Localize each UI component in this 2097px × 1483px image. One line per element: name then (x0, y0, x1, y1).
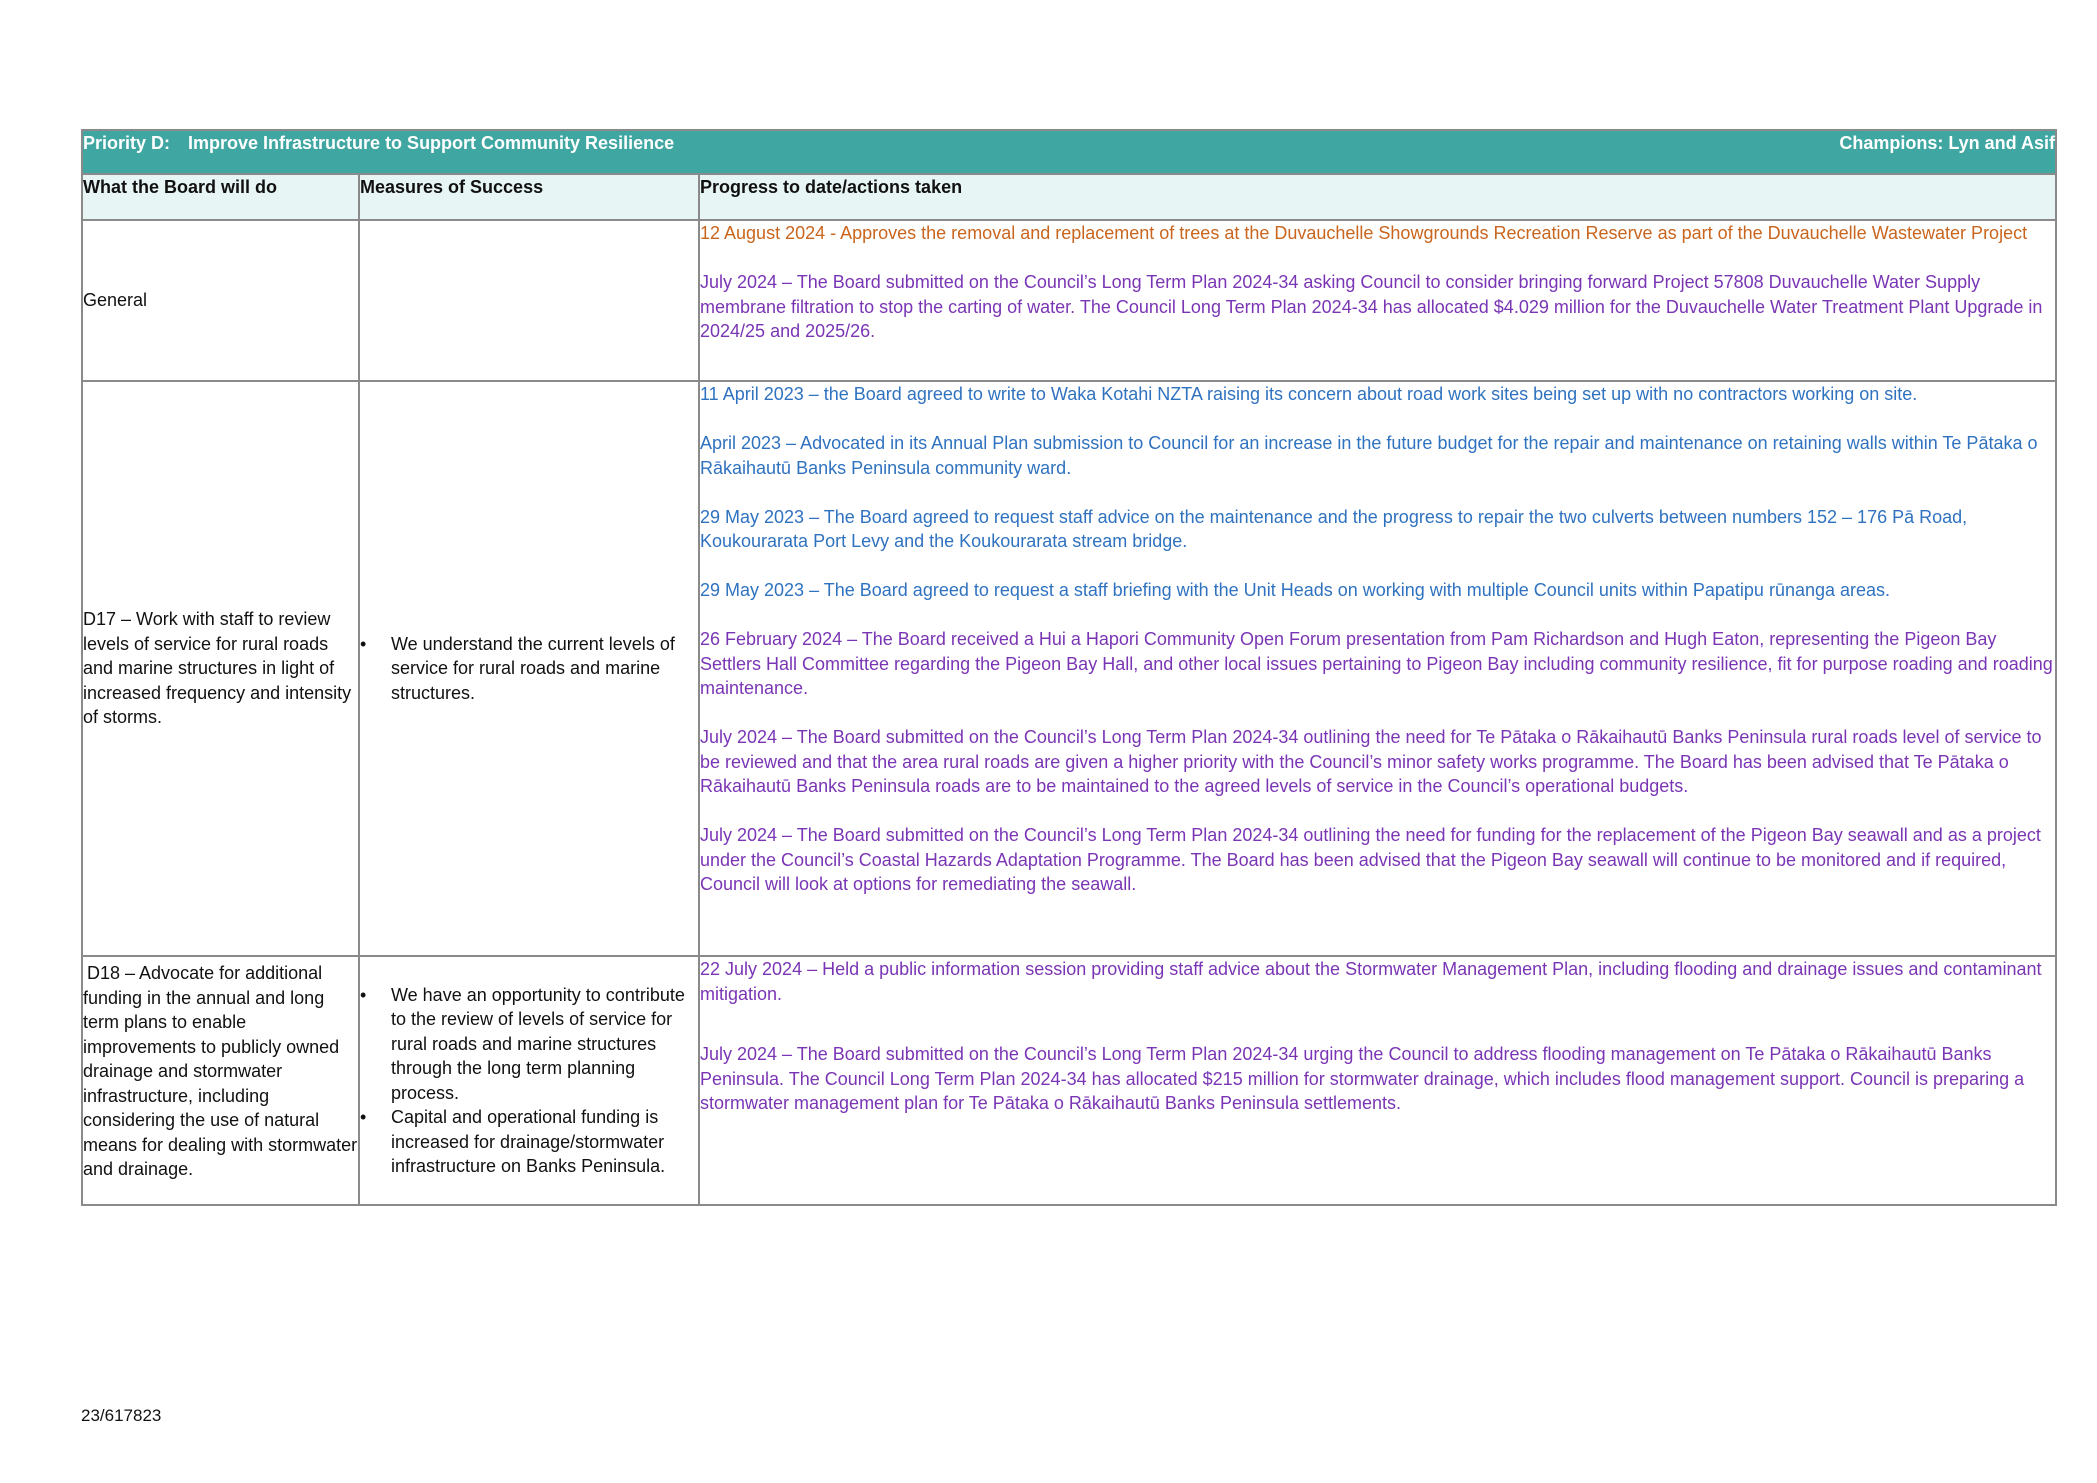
progress-entry: 11 April 2023 – the Board agreed to write to Waka Kotahi NZTA raising its concern about road work sites being set up with no contractors working on site. (700, 384, 1918, 404)
progress-cell (699, 220, 2056, 381)
champions-label: Champions: Lyn and Asif (1839, 133, 2056, 153)
table-row-d17 (82, 381, 2056, 956)
measures-cell (359, 220, 699, 381)
priority-title: Improve Infrastructure to Support Community Resilience (188, 133, 675, 153)
progress-cell (699, 956, 2056, 1205)
column-header-progress: Progress to date/actions taken (699, 174, 2056, 220)
what-text: General (83, 290, 148, 311)
measure-item: • We have an opportunity to contribute to the review of levels of service for rural roads and marine structures through the long term planning process. (391, 983, 698, 1106)
what-text: D17 – Work with staff to review levels of service for rural roads and marine structures in light of increased frequency and intensity of storms. (83, 609, 352, 728)
table-row-d18 (82, 956, 2056, 1205)
priority-title-row (82, 130, 2056, 174)
measures-list (360, 632, 698, 706)
progress-cell (699, 381, 2056, 956)
measures-cell (359, 956, 699, 1205)
priority-title-cell (82, 130, 2056, 174)
what-cell (82, 220, 359, 381)
progress-entry: 26 February 2024 – The Board received a Hui a Hapori Community Open Forum presentation from Pam Richardson and Hugh Eaton, representing the Pigeon Bay Settlers Hall Committee regarding the Pigeon Bay Hall, and other local issues pertaining to Pigeon Bay including community resilience, fit for purpose roading and roading maintenance. (700, 629, 2053, 698)
what-cell (82, 381, 359, 956)
what-text: D18 – Advocate for additional funding in the annual and long term plans to enable improvements to publicly owned drainage and stormwater infrastructure, including considering the use of natural means for dealing with stormwater and drainage. (83, 963, 358, 1179)
priority-label: Priority D: (83, 133, 171, 153)
progress-entry: July 2024 – The Board submitted on the Council’s Long Term Plan 2024-34 urging the Council to address flooding management on Te Pātaka o Rākaihautū Banks Peninsula. The Council Long Term Plan 2024-34 has allocated $215 million for stormwater drainage, which includes flood management support. Council is preparing a stormwater management plan for Te Pātaka o Rākaihautū Banks Peninsula settlements. (700, 1044, 2025, 1113)
table-row-general (82, 220, 2056, 381)
progress-entry: 12 August 2024 - Approves the removal and replacement of trees at the Duvauchelle Showgrounds Recreation Reserve as part of the Duvauchelle Wastewater Project (700, 223, 2028, 243)
progress-entry: 29 May 2023 – The Board agreed to request staff advice on the maintenance and the progress to repair the two culverts between numbers 152 – 176 Pā Road, Koukourarata Port Levy and the Koukourarata stream bridge. (700, 506, 1968, 551)
progress-entry: July 2024 – The Board submitted on the Council’s Long Term Plan 2024-34 asking Council to consider bringing forward Project 57808 Duvauchelle Water Supply membrane filtration to stop the carting of water. The Council Long Term Plan 2024-34 has allocated $4.029 million for the Duvauchelle Water Treatment Plant Upgrade in 2024/25 and 2025/26. (700, 272, 2043, 341)
document-reference: 23/617823 (81, 1406, 162, 1425)
progress-entry: 29 May 2023 – The Board agreed to request a staff briefing with the Unit Heads on working with multiple Council units within Papatipu rūnanga areas. (700, 580, 1891, 600)
column-header-what: What the Board will do (82, 174, 359, 220)
what-cell (82, 956, 359, 1205)
measure-item: • Capital and operational funding is increased for drainage/stormwater infrastructure on Banks Peninsula. (391, 1105, 698, 1179)
column-header-row (82, 174, 2056, 220)
progress-entry: April 2023 – Advocated in its Annual Plan submission to Council for an increase in the future budget for the repair and maintenance on retaining walls within Te Pātaka o Rākaihautū Banks Peninsula community ward. (700, 433, 2038, 478)
progress-entry: July 2024 – The Board submitted on the Council’s Long Term Plan 2024-34 outlining the need for funding for the replacement of the Pigeon Bay seawall and as a project under the Council’s Coastal Hazards Adaptation Programme. The Board has been advised that the Pigeon Bay seawall will continue to be monitored and if required, Council will look at options for remediating the seawall. (700, 825, 2041, 894)
measures-list (360, 983, 698, 1179)
measures-cell (359, 381, 699, 956)
column-header-measures: Measures of Success (359, 174, 699, 220)
progress-entry: 22 July 2024 – Held a public information session providing staff advice about the Stormwater Management Plan, including flooding and drainage issues and contaminant mitigation. (700, 959, 2042, 1004)
progress-entry: July 2024 – The Board submitted on the Council’s Long Term Plan 2024-34 outlining the need for Te Pātaka o Rākaihautū Banks Peninsula rural roads level of service to be reviewed and that the area rural roads are given a higher priority with the Council’s minor safety works programme. The Board has been advised that Te Pātaka o Rākaihautū Banks Peninsula roads are to be maintained to the agreed levels of service in the Council’s operational budgets. (700, 727, 2042, 796)
measure-item: • We understand the current levels of service for rural roads and marine structures. (391, 632, 698, 706)
priority-table (81, 129, 2057, 1206)
